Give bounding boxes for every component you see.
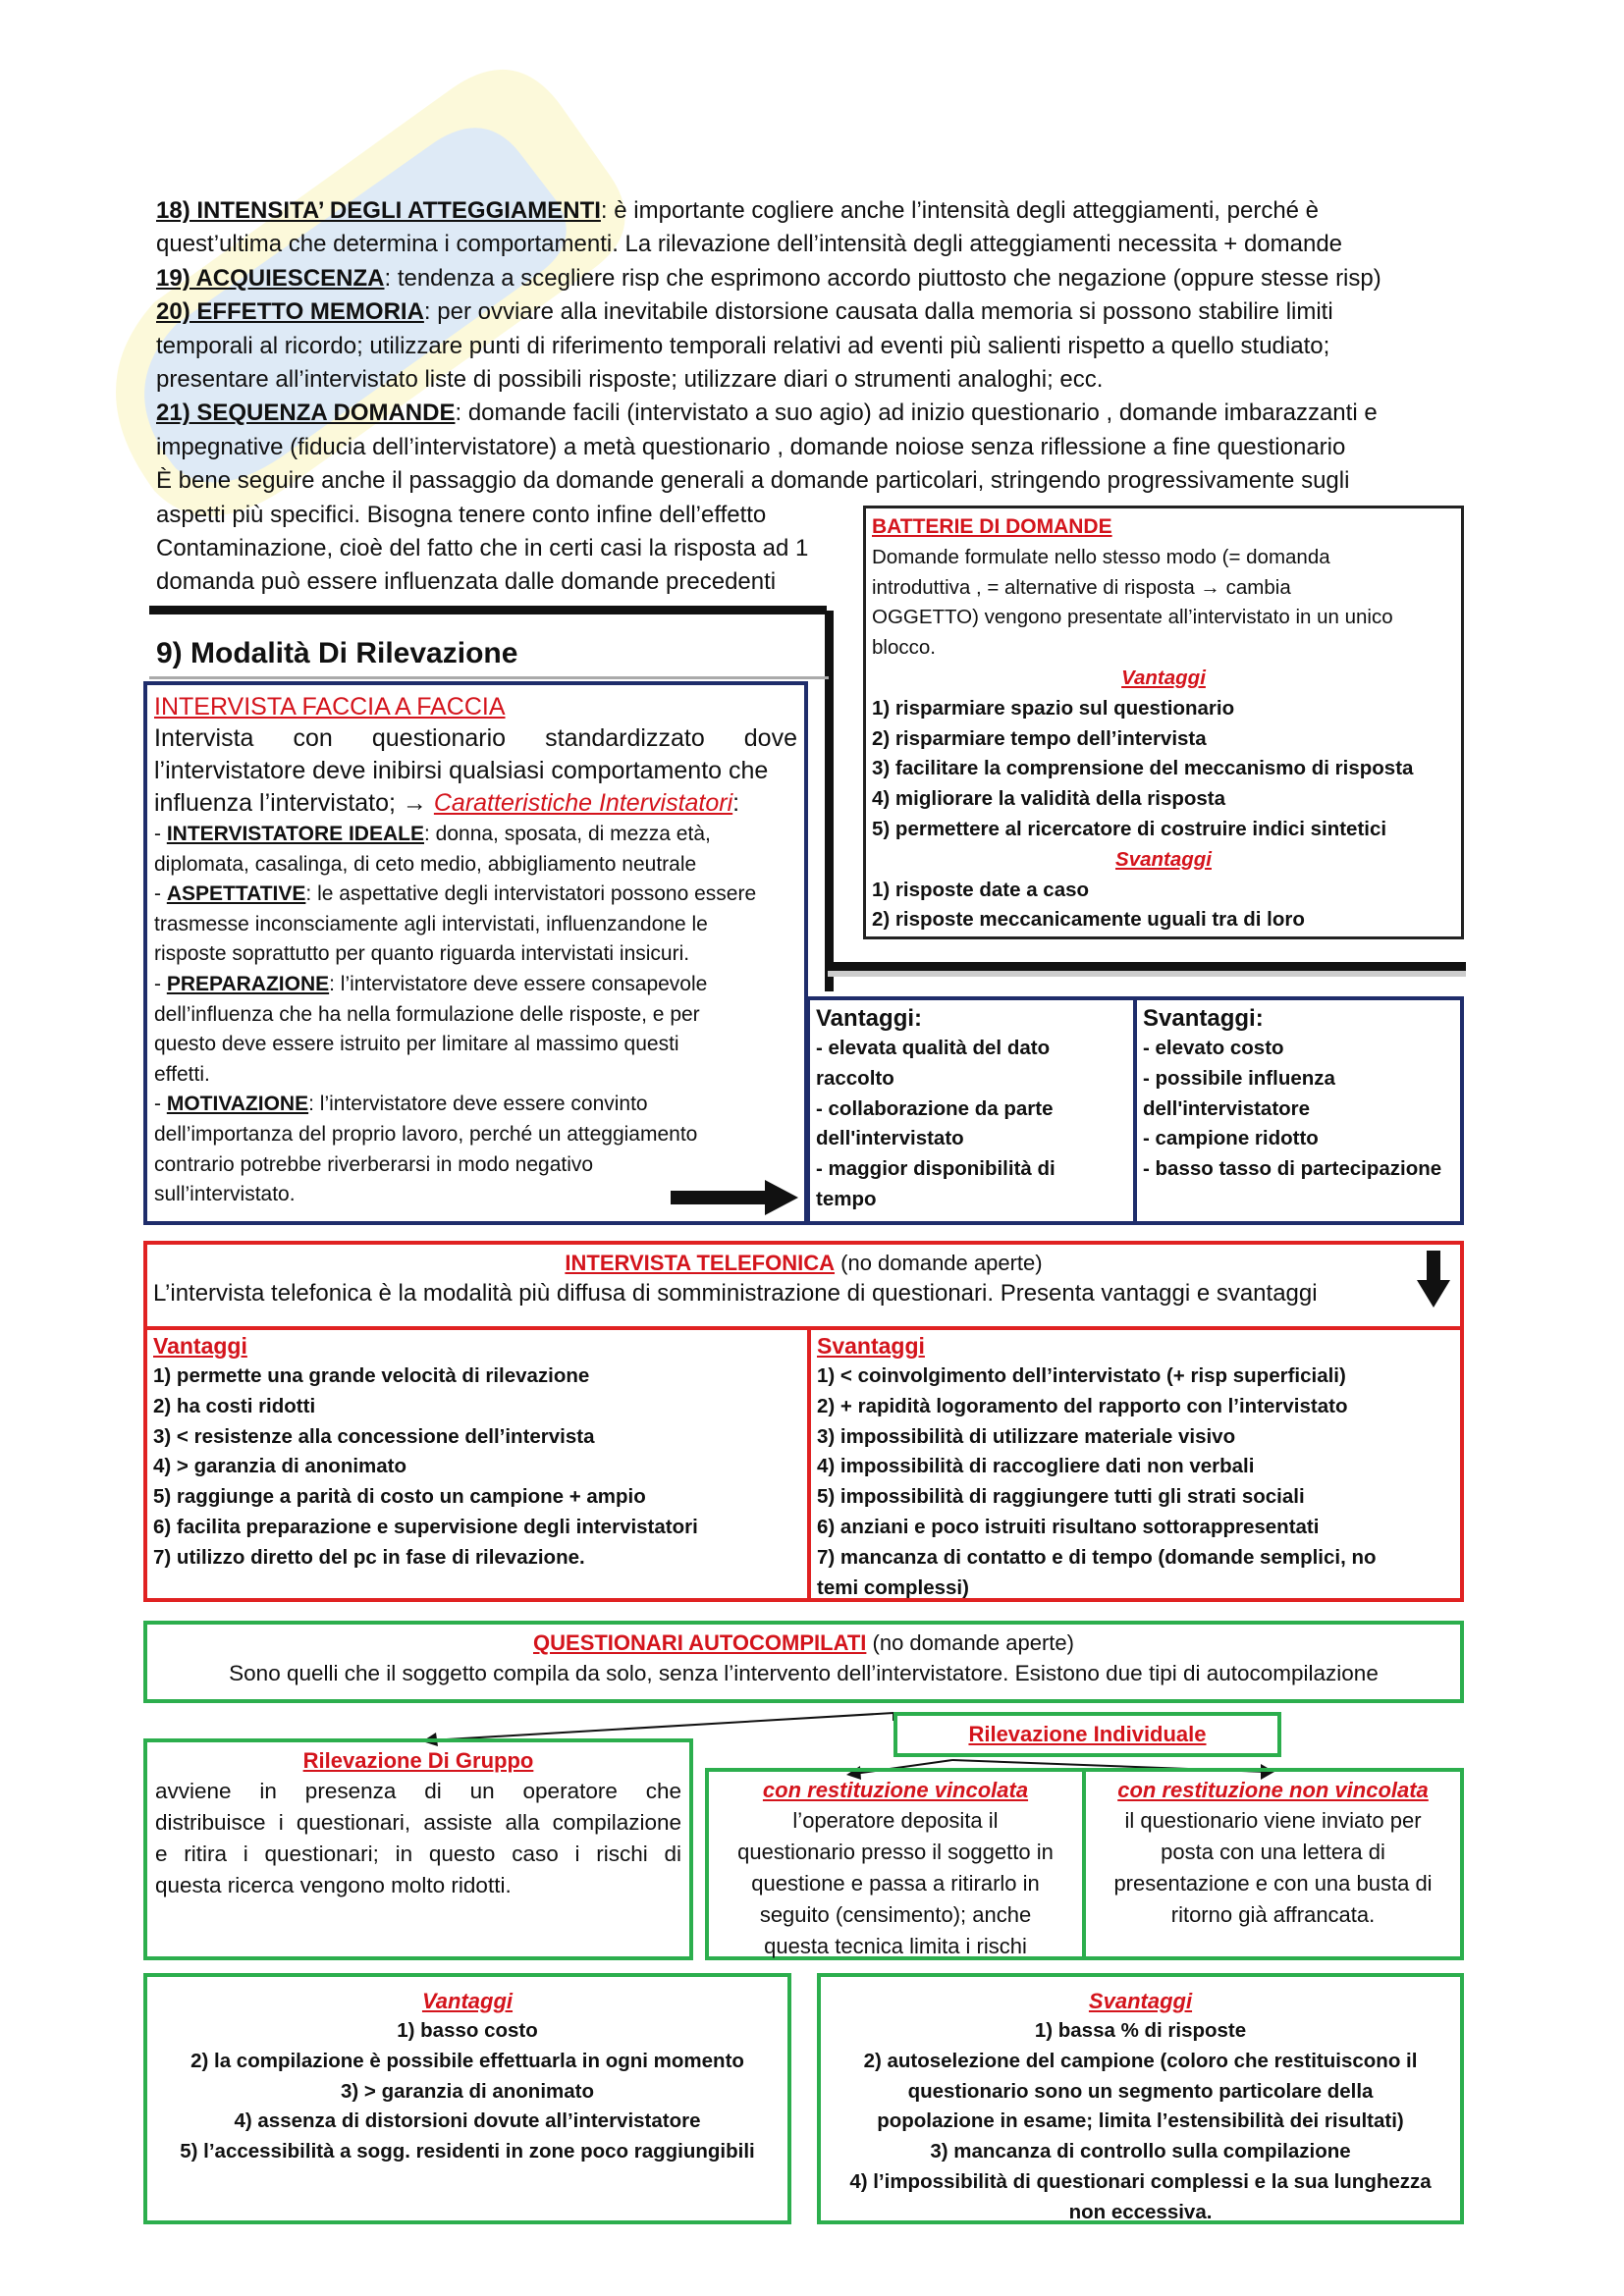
item-line: dell’influenza che ha nella formulazione delle risposte, e per (154, 1002, 700, 1026)
item-line: : l’intervistatore deve essere consapevole (329, 972, 708, 995)
telefonica-intro: L’intervista telefonica è la modalità più diffusa di somministrazione di questionari. Presenta vantaggi e svantaggi (153, 1280, 1318, 1307)
batterie-title: BATTERIE DI DOMANDE (872, 515, 1112, 538)
autocompilati-vantaggio: 3) > garanzia di anonimato (340, 2079, 594, 2103)
text-line: : per ovviare alla inevitabile distorsione causata dalla memoria si possono stabilire limiti (423, 298, 1333, 326)
telefonica-vantaggio: 1) permette una grande velocità di rilevazione (153, 1364, 590, 1387)
autocompilati-svantaggi-title: Svantaggi (1088, 1989, 1193, 2013)
batterie-desc-line: OGGETTO) vengono presentate all’intervistato in un unico (872, 606, 1393, 629)
faccia-vantaggio: - elevata qualità del dato (816, 1037, 1051, 1059)
faccia-intro: Intervista con questionario standardizzato dove (154, 724, 797, 752)
vincolata-title: con restituzione vincolata (762, 1778, 1029, 1802)
text-line: presentare all’intervistato liste di possibili risposte; utilizzare diari o strumenti analoghi; ecc. (156, 366, 1104, 394)
dash: - (154, 972, 167, 995)
item-line: dell’importanza del proprio lavoro, perché un atteggiamento (154, 1122, 698, 1146)
telefonica-svantaggi-title: Svantaggi (817, 1333, 925, 1359)
faccia-vantaggi (810, 1000, 1137, 1221)
vincolata (709, 1772, 1086, 1956)
item-line: risposte soprattutto per quanto riguarda intervistati insicuri. (154, 942, 690, 966)
individuale-box (893, 1712, 1281, 1757)
non-vincolata-line: il questionario viene inviato per (1124, 1808, 1422, 1833)
telefonica-svantaggio: 3) impossibilità di utilizzare materiale visivo (817, 1424, 1236, 1448)
telefonica-svantaggio: 5) impossibilità di raggiungere tutti gli strati sociali (817, 1485, 1305, 1509)
item-line: : l’intervistatore deve essere convinto (308, 1093, 648, 1116)
text-line: impegnative (fiducia dell’intervistatore) a metà questionario , domande noiose senza riflessione a fine questionario (156, 433, 1346, 460)
batterie-vantaggio: 5) permettere al ricercatore di costruire indici sintetici (872, 817, 1387, 840)
non-vincolata-line: presentazione e con una busta di (1113, 1871, 1433, 1896)
telefonica-vantaggio: 6) facilita preparazione e supervisione degli intervistatori (153, 1515, 698, 1538)
item-line: : le aspettative degli intervistatori possono essere (305, 882, 757, 906)
right-arrow-icon (671, 1180, 798, 1215)
faccia-vantaggio: - collaborazione da parte (816, 1096, 1054, 1120)
item-line: effetti. (154, 1062, 210, 1086)
batterie-vantaggio: 4) migliorare la validità della risposta (872, 787, 1226, 811)
batterie-vantaggi-title: Vantaggi (1121, 666, 1206, 689)
autocompilati-title: QUESTIONARI AUTOCOMPILATI (533, 1630, 867, 1655)
faccia-svantaggio: - basso tasso di partecipazione (1143, 1157, 1442, 1181)
item-line: questo deve essere istruito per limitare al massimo questi (154, 1033, 679, 1056)
telefonica-vantaggi (153, 1331, 801, 1574)
text-line: : è importante cogliere anche l’intensità degli atteggiamenti, perché è (600, 197, 1320, 224)
separator-bar (149, 606, 827, 614)
autocompilati-intro: Sono quelli che il soggetto compila da solo, senza l’intervento dell’intervistatore. Esistono due tipi di autocompilazione (229, 1661, 1379, 1685)
batterie-vantaggio: 1) risparmiare spazio sul questionario (872, 696, 1235, 720)
vincolata-line: questione e passa a ritirarlo in (751, 1871, 1040, 1896)
dash: - (154, 882, 167, 906)
item-line: trasmesse inconsciamente agli intervistati, influenzandone le (154, 912, 708, 935)
text-line: : domande facili (intervistato a suo agio) ad inizio questionario , domande imbarazzanti e (455, 400, 1378, 427)
batterie-svantaggio: 1) risposte date a caso (872, 878, 1090, 901)
individuale-title: Rilevazione Individuale (968, 1722, 1207, 1746)
gruppo-line: avviene in presenza di un operatore che (155, 1779, 681, 1803)
item-label: PREPARAZIONE (166, 972, 330, 995)
caratteristiche-link: Caratteristiche Intervistatori (433, 789, 733, 817)
text-line: quest’ultima che determina i comportamenti. La rilevazione dell’intensità degli atteggiamenti necessita + domande (156, 231, 1343, 258)
faccia-svantaggi (1137, 1000, 1460, 1221)
telefonica-box (143, 1241, 1464, 1602)
gruppo-line: questa ricerca vengono molto ridotti. (155, 1873, 512, 1897)
heading-acquiescenza: 19) ACQUIESCENZA (156, 264, 385, 292)
faccia-svantaggi-title: Svantaggi: (1143, 1005, 1264, 1032)
down-arrow-icon (1417, 1251, 1450, 1308)
arrow-icon: → (402, 789, 427, 817)
autocompilati-svantaggio: questionario sono un segmento particolare della (907, 2079, 1374, 2103)
vincolata-line: questionario presso il soggetto in (737, 1840, 1054, 1864)
vincolata-line: l’operatore deposita il (792, 1808, 999, 1833)
faccia-vantaggio: tempo (816, 1187, 877, 1210)
batterie-desc-line: Domande formulate nello stesso modo (= domanda (872, 545, 1330, 568)
item-label: MOTIVAZIONE (166, 1093, 309, 1116)
telefonica-note: (no domande aperte) (835, 1251, 1043, 1275)
autocompilati-svantaggio: 3) mancanza di controllo sulla compilazione (930, 2140, 1351, 2163)
item-label: ASPETTATIVE (166, 882, 306, 906)
item-line: contrario potrebbe riverberarsi in modo negativo (154, 1152, 594, 1176)
vincolata-line: seguito (censimento); anche (759, 1902, 1032, 1927)
batterie-desc-line: blocco. (872, 636, 936, 660)
autocompilati-vantaggio: 5) l’accessibilità a sogg. residenti in zone poco raggiungibili (180, 2140, 755, 2163)
telefonica-svantaggio: 7) mancanza di contatto e di tempo (domande semplici, no (817, 1545, 1377, 1569)
heading-effetto-memoria: 20) EFFETTO MEMORIA (156, 298, 424, 326)
text-line: Contaminazione, cioè del fatto che in certi casi la risposta ad 1 (156, 535, 809, 562)
section-title: 9) Modalità Di Rilevazione (156, 637, 518, 669)
dash: - (154, 1093, 167, 1116)
autocompilati-svantaggio: non eccessiva. (1068, 2200, 1213, 2223)
autocompilati-vantaggi-title: Vantaggi (421, 1989, 514, 2013)
autocompilati-svantaggio: 1) bassa % di risposte (1034, 2019, 1247, 2042)
text-line: domanda può essere influenzata dalle domande precedenti (156, 568, 777, 596)
title-underline (149, 676, 829, 679)
telefonica-vantaggio: 3) < resistenze alla concessione dell’intervista (153, 1424, 595, 1448)
telefonica-vantaggio: 2) ha costi ridotti (153, 1394, 316, 1417)
telefonica-vantaggio: 5) raggiunge a parità di costo un campione + ampio (153, 1485, 646, 1509)
restituzione-box (705, 1768, 1464, 1960)
telefonica-svantaggio: 1) < coinvolgimento dell’intervistato (+ risp superficiali) (817, 1364, 1346, 1387)
batterie-box (863, 506, 1464, 939)
autocompilati-vantaggi-box (143, 1973, 791, 2224)
batterie-svantaggi-title: Svantaggi (1115, 847, 1212, 871)
gruppo-title: Rilevazione Di Gruppo (302, 1748, 534, 1773)
autocompilati-svantaggi-box (817, 1973, 1464, 2224)
item-label: INTERVISTATORE IDEALE (166, 823, 424, 845)
telefonica-svantaggio: 6) anziani e poco istruiti risultano sottorappresentati (817, 1515, 1320, 1538)
faccia-svantaggio: dell'intervistatore (1143, 1096, 1311, 1120)
item-line: diplomata, casalinga, di ceto medio, abbigliamento neutrale (154, 852, 697, 876)
faccia-title: INTERVISTA FACCIA A FACCIA (154, 693, 506, 721)
telefonica-svantaggio: 4) impossibilità di raccogliere dati non verbali (817, 1455, 1255, 1478)
telefonica-svantaggi (817, 1331, 1455, 1603)
text-line: temporali al ricordo; utilizzare punti di riferimento temporali relativi ad eventi più salienti rispetto a quello studiato; (156, 332, 1330, 359)
non-vincolata-line: ritorno già affrancata. (1170, 1902, 1376, 1927)
autocompilati-vantaggio: 2) la compilazione è possibile effettuarla in ogni momento (190, 2049, 744, 2072)
batterie-vantaggio: 3) facilitare la comprensione del meccanismo di risposta (872, 757, 1414, 780)
dash: - (154, 823, 167, 845)
text-line: È bene seguire anche il passaggio da domande generali a domande particolari, stringendo progressivamente sugli (156, 467, 1350, 495)
telefonica-svantaggio: 2) + rapidità logoramento del rapporto con l’intervistato (817, 1394, 1348, 1417)
faccia-vantaggio: raccolto (816, 1066, 894, 1090)
telefonica-vantaggi-title: Vantaggi (153, 1333, 247, 1359)
gruppo-line: distribuisce i questionari, assiste alla compilazione (155, 1810, 681, 1835)
item-line: : donna, sposata, di mezza età, (423, 823, 711, 845)
text-line: aspetti più specifici. Bisogna tenere conto infine dell’effetto (156, 501, 767, 528)
autocompilati-note: (no domande aperte) (866, 1630, 1074, 1655)
faccia-intro: l’intervistatore deve inibirsi qualsiasi comportamento che (154, 757, 769, 784)
non-vincolata (1086, 1772, 1460, 1956)
autocompilati-svantaggio: 2) autoselezione del campione (coloro che restituiscono il (863, 2049, 1418, 2072)
faccia-vantaggio: - maggior disponibilità di (816, 1157, 1056, 1181)
autocompilati-vantaggio: 1) basso costo (397, 2019, 538, 2042)
heading-intensita: 18) INTENSITA’ DEGLI ATTEGGIAMENTI (156, 197, 601, 224)
vincolata-line: questa tecnica limita i rischi (764, 1934, 1027, 1958)
text-line: : tendenza a scegliere risp che esprimono accordo piuttosto che negazione (oppure stesse risp) (384, 264, 1381, 292)
colon: : (732, 789, 740, 817)
autocompilati-svantaggio: popolazione in esame; limita l’estensibilità dei risultati) (877, 2109, 1404, 2133)
autocompilati-box (143, 1621, 1464, 1703)
faccia-svantaggio: - campione ridotto (1143, 1127, 1319, 1150)
faccia-vantaggi-title: Vantaggi: (816, 1005, 923, 1032)
faccia-box (143, 681, 808, 1225)
autocompilati-vantaggio: 4) assenza di distorsioni dovute all’intervistatore (234, 2109, 701, 2133)
autocompilati-svantaggio: 4) l’impossibilità di questionari complessi e la sua lunghezza (849, 2169, 1432, 2193)
batterie-vantaggio: 2) risparmiare tempo dell’intervista (872, 726, 1207, 750)
non-vincolata-title: con restituzione non vincolata (1117, 1778, 1429, 1802)
vertical-bar (825, 611, 834, 991)
telefonica-vantaggio: 4) > garanzia di anonimato (153, 1455, 407, 1478)
heading-sequenza-domande: 21) SEQUENZA DOMANDE (156, 400, 456, 427)
telefonica-title: INTERVISTA TELEFONICA (565, 1251, 836, 1275)
gruppo-line: e ritira i questionari; in questo caso i rischi di (155, 1842, 681, 1866)
separator-bar (828, 962, 1466, 971)
faccia-pro-contro-box (806, 996, 1464, 1225)
batterie-desc-line: introduttiva , = alternative di risposta → cambia (872, 575, 1291, 599)
batterie-svantaggio: 2) risposte meccanicamente uguali tra di loro (872, 908, 1305, 932)
faccia-svantaggio: - elevato costo (1143, 1037, 1284, 1059)
telefonica-vantaggio: 7) utilizzo diretto del pc in fase di rilevazione. (153, 1545, 585, 1569)
gruppo-box (143, 1738, 693, 1960)
non-vincolata-line: posta con una lettera di (1161, 1840, 1385, 1864)
faccia-svantaggio: - possibile influenza (1143, 1066, 1335, 1090)
telefonica-svantaggio: temi complessi) (817, 1575, 969, 1599)
item-line: sull’intervistato. (154, 1183, 296, 1206)
faccia-intro: influenza l’intervistato; (154, 789, 396, 817)
faccia-vantaggio: dell'intervistato (816, 1127, 964, 1150)
